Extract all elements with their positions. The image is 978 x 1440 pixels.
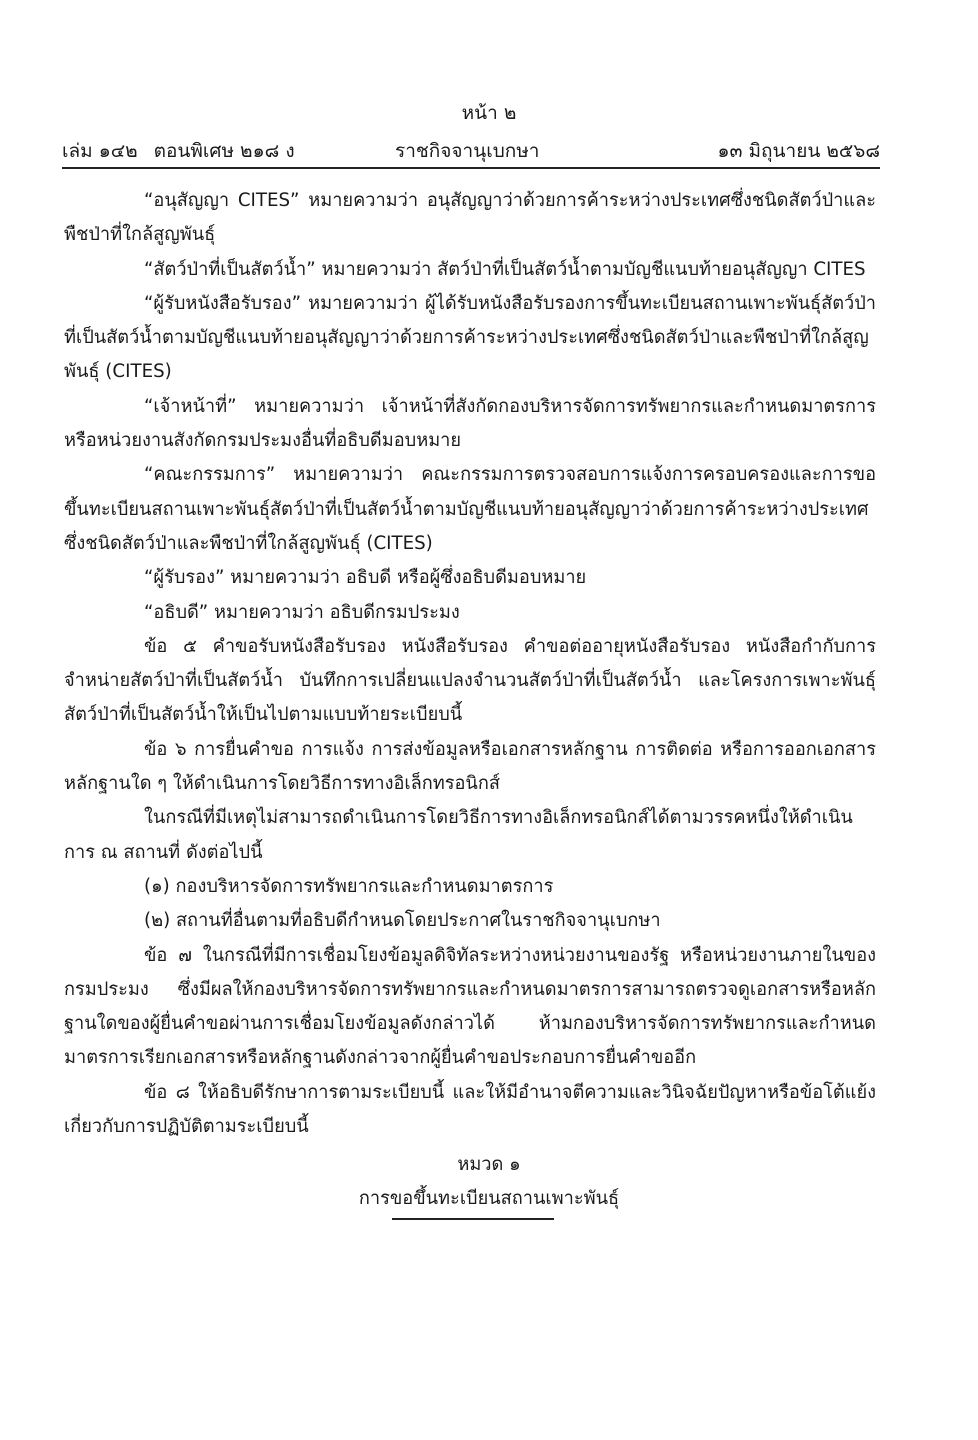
- section-label: ตอนพิเศษ ๒๑๘ ง: [153, 140, 295, 162]
- gazette-header: [62, 136, 880, 166]
- clause-7: ข้อ ๗ ในกรณีที่มีการเชื่อมโยงข้อมูลดิจิทัลระหว่างหน่วยงานของรัฐ หรือหน่วยงานภายในของกรมประมง ซึ่งมีผลให้กองบริหารจัดการทรัพยากรและกำหนดมาตรการสามารถตรวจดูเอกสารหรือหลักฐานใดของผู้ยื่นคำขอผ่านการเชื่อมโยงข้อมูลดังกล่าวได้ ห้ามกองบริหารจัดการทรัพยากรและกำหนดมาตรการเรียกเอกสารหรือหลักฐานดังกล่าวจากผู้ยื่นคำขอประกอบการยื่นคำขออีก: [64, 944, 876, 1069]
- clause-6: ข้อ ๖ การยื่นคำขอ การแจ้ง การส่งข้อมูลหรือเอกสารหลักฐาน การติดต่อ หรือการออกเอกสารหลักฐานใด ๆ ให้ดำเนินการโดยวิธีการทางอิเล็กทรอนิกส์: [64, 738, 876, 795]
- gazette-title: ราชกิจจานุเบกษา: [395, 140, 540, 162]
- definition-certificate-holder: “ผู้รับหนังสือรับรอง” หมายความว่า ผู้ได้รับหนังสือรับรองการขึ้นทะเบียนสถานเพาะพันธุ์สัตว์ป่าที่เป็นสัตว์น้ำตามบัญชีแนบท้ายอนุสัญญาว่าด้วยการค้าระหว่างประเทศซึ่งชนิดสัตว์ป่าและพืชป่าที่ใกล้สูญพันธุ์ (CITES): [64, 292, 876, 383]
- header-left: [62, 136, 311, 166]
- definition-aquatic-wildlife: “สัตว์ป่าที่เป็นสัตว์น้ำ” หมายความว่า สัตว์ป่าที่เป็นสัตว์น้ำตามบัญชีแนบท้ายอนุสัญญา CITES: [144, 258, 866, 280]
- chapter-title: การขอขึ้นทะเบียนสถานเพาะพันธุ์: [358, 1188, 620, 1209]
- clause-5: ข้อ ๕ คำขอรับหนังสือรับรอง หนังสือรับรอง คำขอต่ออายุหนังสือรับรอง หนังสือกำกับการจำหน่ายสัตว์ป่าที่เป็นสัตว์น้ำ บันทึกการเปลี่ยนแปลงจำนวนสัตว์ป่าที่เป็นสัตว์น้ำ และโครงการเพาะพันธุ์สัตว์ป่าที่เป็นสัตว์น้ำให้เป็นไปตามแบบท้ายระเบียบนี้: [64, 635, 876, 726]
- clause-8: ข้อ ๘ ให้อธิบดีรักษาการตามระเบียบนี้ และให้มีอำนาจตีความและวินิจฉัยปัญหาหรือข้อโต้แย้งเกี่ยวกับการปฏิบัติตามระเบียบนี้: [64, 1081, 876, 1138]
- clause-6-item-2: (๒) สถานที่อื่นตามที่อธิบดีกำหนดโดยประกาศในราชกิจจานุเบกษา: [144, 910, 661, 932]
- definition-director-general: “อธิบดี” หมายความว่า อธิบดีกรมประมง: [144, 601, 460, 623]
- chapter-heading: [0, 1148, 978, 1216]
- clause-6-paragraph-2: ในกรณีที่มีเหตุไม่สามารถดำเนินการโดยวิธีการทางอิเล็กทรอนิกส์ได้ตามวรรคหนึ่งให้ดำเนินการ ณ สถานที่ ดังต่อไปนี้: [64, 807, 853, 863]
- regulation-body: [64, 184, 876, 1144]
- volume-label: เล่ม ๑๔๒: [62, 140, 138, 162]
- definition-cites: “อนุสัญญา CITES” หมายความว่า อนุสัญญาว่าด้วยการค้าระหว่างประเทศซึ่งชนิดสัตว์ป่าและพืชป่าที่ใกล้สูญพันธุ์: [64, 190, 876, 246]
- header-divider: [62, 167, 880, 169]
- publish-date: ๑๓ มิถุนายน ๒๕๖๘: [717, 140, 880, 162]
- definition-certifier: “ผู้รับรอง” หมายความว่า อธิบดี หรือผู้ซึ่งอธิบดีมอบหมาย: [144, 567, 587, 589]
- chapter-number: หมวด ๑: [457, 1154, 521, 1175]
- clause-6-item-1: (๑) กองบริหารจัดการทรัพยากรและกำหนดมาตรการ: [144, 875, 554, 897]
- page-number: หน้า ๒: [461, 102, 517, 124]
- definition-committee: “คณะกรรมการ” หมายความว่า คณะกรรมการตรวจสอบการแจ้งการครอบครองและการขอขึ้นทะเบียนสถานเพาะพันธุ์สัตว์ป่าที่เป็นสัตว์น้ำตามบัญชีแนบท้ายอนุสัญญาว่าด้วยการค้าระหว่างประเทศซึ่งชนิดสัตว์ป่าและพืชป่าที่ใกล้สูญพันธุ์ (CITES): [64, 464, 876, 554]
- chapter-divider: [392, 1218, 554, 1220]
- definition-officer: “เจ้าหน้าที่” หมายความว่า เจ้าหน้าที่สังกัดกองบริหารจัดการทรัพยากรและกำหนดมาตรการหรือหน่วยงานสังกัดกรมประมงอื่นที่อธิบดีมอบหมาย: [64, 395, 876, 452]
